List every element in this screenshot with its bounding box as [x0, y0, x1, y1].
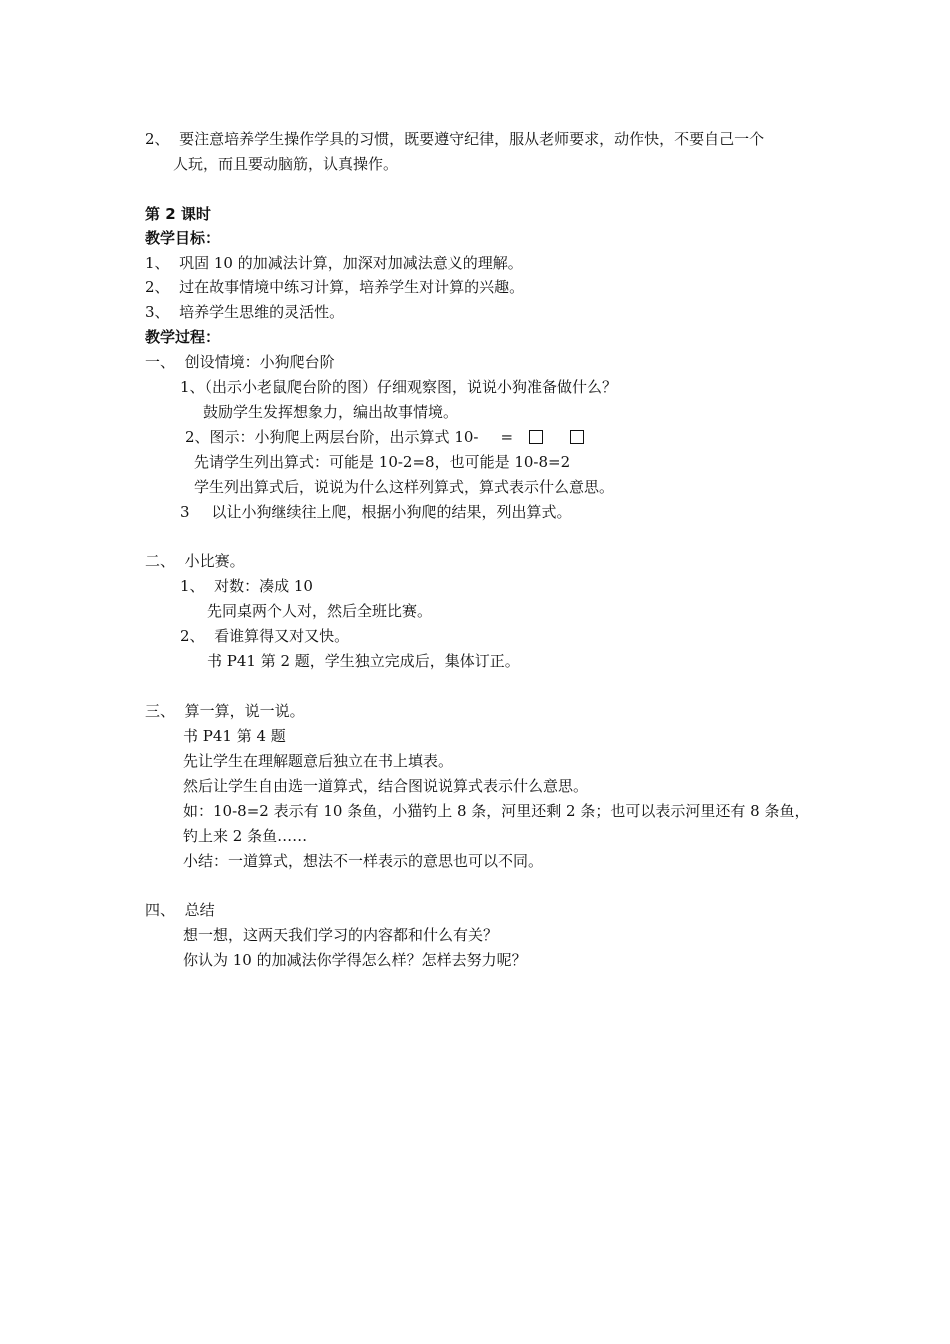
- section-number: 三、: [145, 702, 176, 720]
- section-3-line: 然后让学生自由选一道算式，结合图说说算式表示什么意思。: [183, 777, 589, 795]
- section-1-heading: [145, 352, 335, 372]
- section-1-step-2-note-1: 先请学生列出算式：可能是 10-2=8，也可能是 10-8=2: [194, 453, 571, 471]
- equals-sign: =: [500, 428, 514, 446]
- intro-item-2-continued: 人玩，而且要动脑筋，认真操作。: [173, 155, 399, 173]
- step-number: 3: [180, 503, 190, 521]
- goal-text: 培养学生思维的灵活性。: [179, 303, 345, 321]
- section-3-line: 如：10-8=2 表示有 10 条鱼，小猫钓上 8 条，河里还剩 2 条；也可以表示河里还有 8 条鱼，: [183, 802, 810, 820]
- item-text: 要注意培养学生操作学具的习惯，既要遵守纪律，服从老师要求，动作快，不要自己一个: [179, 130, 765, 148]
- section-3-line: 钓上来 2 条鱼……: [183, 827, 308, 845]
- section-2-step-2: [180, 626, 349, 646]
- section-4-line: 你认为 10 的加减法你学得怎么样？怎样去努力呢？: [183, 951, 527, 969]
- section-number: 四、: [145, 901, 176, 919]
- section-4-heading: [145, 900, 215, 920]
- goal-item: [145, 277, 524, 297]
- section-3-summary: 小结：一道算式，想法不一样表示的意思也可以不同。: [183, 852, 544, 870]
- section-2-step-1: [180, 576, 313, 596]
- lesson-title: 第 2 课时: [145, 205, 211, 223]
- section-1-step-1: 1、（出示小老鼠爬台阶的图）仔细观察图，说说小狗准备做什么？: [180, 378, 618, 396]
- answer-box-icon: [570, 430, 584, 444]
- section-2-heading: [145, 551, 245, 571]
- section-title: 算一算，说一说。: [184, 702, 305, 720]
- section-3-line: 先让学生在理解题意后独立在书上填表。: [183, 752, 454, 770]
- section-1-step-1-note: 鼓励学生发挥想象力，编出故事情境。: [203, 403, 459, 421]
- section-2-step-2-note: 书 P41 第 2 题，学生独立完成后，集体订正。: [207, 652, 520, 670]
- step-text: 2、图示：小狗爬上两层台阶，出示算式 10-: [185, 428, 479, 446]
- section-title: 小比赛。: [184, 552, 245, 570]
- section-number: 二、: [145, 552, 176, 570]
- section-3-line: 书 P41 第 4 题: [183, 727, 286, 745]
- step-number: 2、: [180, 627, 205, 645]
- section-title: 总结: [184, 901, 215, 919]
- process-heading: 教学过程：: [145, 328, 221, 346]
- goal-number: 1、: [145, 254, 170, 272]
- goal-number: 3、: [145, 303, 170, 321]
- goal-text: 巩固 10 的加减法计算，加深对加减法意义的理解。: [179, 254, 523, 272]
- goal-item: [145, 253, 523, 273]
- goal-item: [145, 302, 344, 322]
- step-text: 以让小狗继续往上爬，根据小狗爬的结果，列出算式。: [211, 503, 572, 521]
- section-number: 一、: [145, 353, 176, 371]
- step-number: 1、: [180, 577, 205, 595]
- step-text: 对数：凑成 10: [214, 577, 313, 595]
- section-4-line: 想一想，这两天我们学习的内容都和什么有关？: [183, 926, 499, 944]
- goal-number: 2、: [145, 278, 170, 296]
- step-text: 看谁算得又对又快。: [214, 627, 350, 645]
- section-title: 创设情境：小狗爬台阶: [184, 353, 335, 371]
- section-1-step-3: [180, 502, 572, 522]
- section-3-heading: [145, 701, 305, 721]
- section-2-step-1-note: 先同桌两个人对，然后全班比赛。: [207, 602, 433, 620]
- goal-text: 过在故事情境中练习计算，培养学生对计算的兴趣。: [179, 278, 525, 296]
- intro-item-2: [145, 129, 764, 149]
- section-1-step-2: [185, 427, 584, 447]
- section-1-step-2-note-2: 学生列出算式后，说说为什么这样列算式，算式表示什么意思。: [194, 478, 615, 496]
- goals-heading: 教学目标：: [145, 229, 221, 247]
- answer-box-icon: [529, 430, 543, 444]
- item-number: 2、: [145, 130, 170, 148]
